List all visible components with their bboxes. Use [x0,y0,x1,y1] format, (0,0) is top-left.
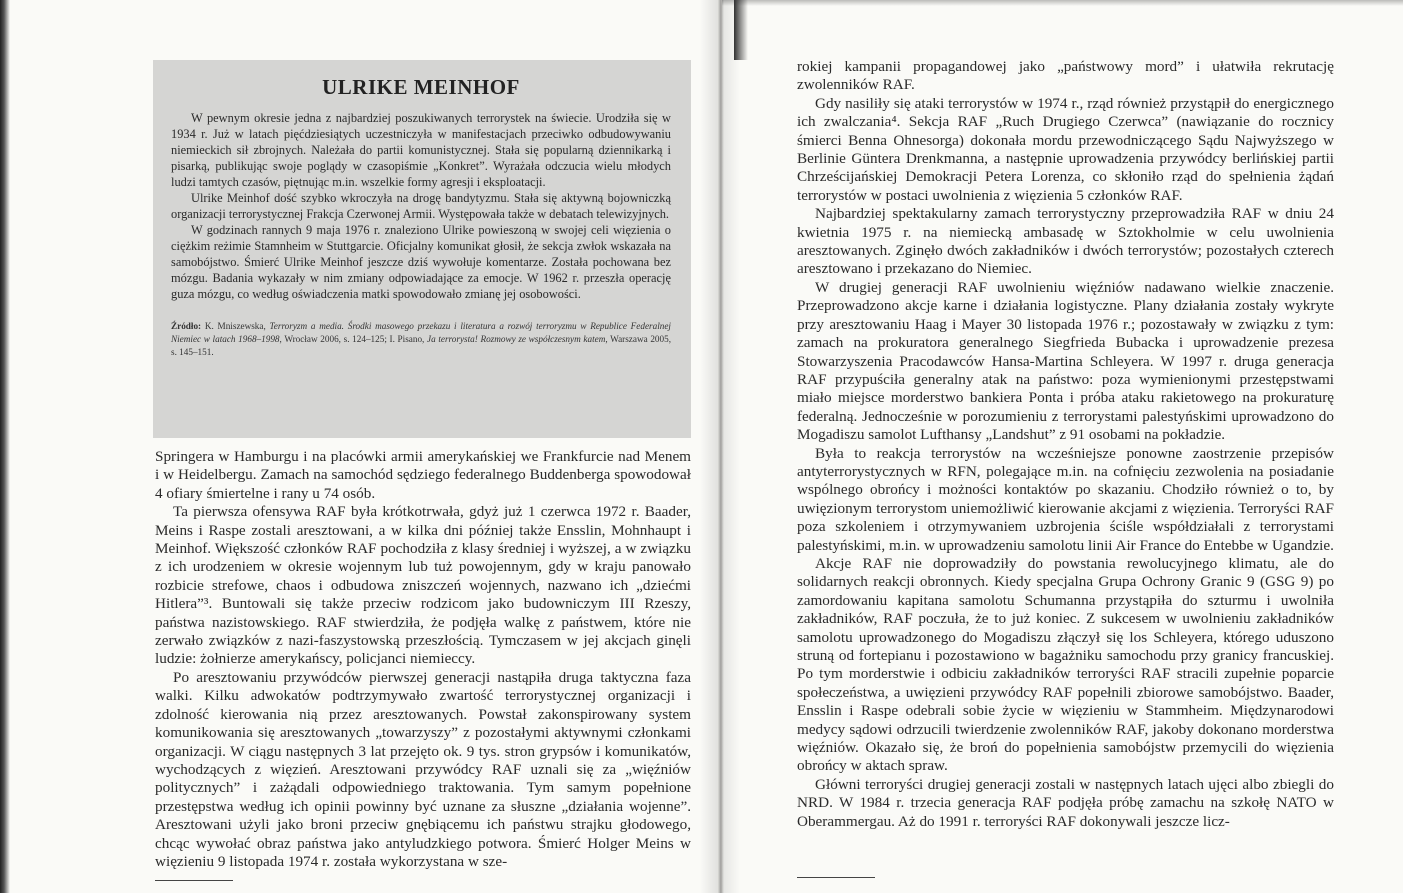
source-title-2: Ja terrorysta! Rozmowy ze współczesnym katem [427,334,606,344]
sidebar-paragraph: W pewnym okresie jedna z najbardziej poszukiwanych terrorystek na świecie. Urodziła się w 1934 r. Już w latach pięćdziesiątych uczestniczyła w manifestacjach przeciwko odbudowywaniu niemieckich sił zbrojnych. Należała do partii komunistycznej. Stała się popularną dziennikarką i pisarką, publikując swoje poglądy w czasopiśmie „Konkret”. Wyrażała odczucia wielu młodych ludzi tamtych czasów, piętnując m.in. wszelkie formy agresji i eksploatacji. [171,111,671,189]
footnote-separator-right [797,877,875,878]
body-paragraph: rokiej kampanii propagandowej jako „państwowy mord” i ułatwiła rekrutację zwolenników RAF. [797,58,1334,94]
sidebar-text [171,110,671,302]
right-page-body-text [797,58,1334,831]
sidebar-paragraph: W godzinach rannych 9 maja 1976 r. znaleziono Ulrike powieszoną w swojej celi więzienia o ciężkim reżimie Stamnheim w Stuttgarcie. Oficjalny komunikat głosił, że sekcja zwłok wskazała na samobójstwo. Śmierć Ulrike Meinhof jeszcze dziś wywołuje komentarze. Została pochowana bez mózgu. Badania wykazały w nim zmiany odpowiadające za emocje. W 1962 r. przeszła operację guza mózgu, co według oświadczenia matki spowodowało zmianę jej osobowości. [171,223,671,301]
body-paragraph: Główni terroryści drugiej generacji zostali w następnych latach ujęci albo zbiegli do NRD. W 1984 r. trzecia generacja RAF podjęła próbę zamachu na szkołę NATO w Oberammergau. Aż do 1991 r. terroryści RAF dokonywali jeszcze licz- [797,775,1334,830]
body-paragraph: Springera w Hamburgu i na placówki armii amerykańskiej we Frankfurcie nad Menem i w Heidelbergu. Zamach na samochód sędziego federalnego Buddenberga spowodował 4 ofiary śmiertelne i rany u 74 osób. [155,448,691,502]
body-paragraph: W drugiej generacji RAF uwolnieniu więźniów nadawano wielkie znaczenie. Przeprowadzono akcje karne i działania logistyczne. Plany działania zostały wykryte przy aresztowaniu Haag i Mayer 30 listopada 1976 r.; pozostawały w związku z tym: zamach na prokuratora generalnego Siegfrieda Bubacka i uprowadzenie prezesa Stowarzyszenia Pracodawców Hansa-Martina Schleyera. W 1997 r. druga generacja RAF przypuściła generalny atak na państwo: poza wymienionymi przestępstwami miało miejsce morderstwo bankiera Ponta i próba ataku rakietowego na prokuraturę federalną. Jednocześnie w porozumieniu z terrorystami palestyńskimi uprowadzono do Mogadiszu samolot Lufthansy „Landshut” z 91 osobami na pokładzie. [797,278,1334,444]
source-label: Źródło: [171,321,202,331]
left-page-body-text [155,448,691,871]
source-text-2: , Wrocław 2006, s. 124–125; I. Pisano, [279,334,428,344]
ulrike-meinhof-sidebar-box [153,60,691,438]
sidebar-title: ULRIKE MEINHOF [322,75,520,99]
left-page-edge-shadow [0,0,10,893]
sidebar-paragraph: Ulrike Meinhof dość szybko wkroczyła na drogę bandytyzmu. Stała się aktywną bojowniczką organizacji terrorystycznej Frakcja Czerwonej Armii. Występowała także w debatach telewizyjnych. [171,191,671,221]
body-paragraph: Po aresztowaniu przywódców pierwszej generacji nastąpiła druga taktyczna faza walki. Kilku adwokatów podtrzymywało zwartość terrorystycznej organizacji i zdolność kierowania nią przez aresztowanych. Powstał zakonspirowany system komunikowania się aresztowanych „towarzyszy” z pozostałymi aktywnymi członkami organizacji. W ciągu następnych 3 lat przejęto ok. 9 tys. stron grypsów i komunikatów, wychodzących z więzień. Aresztowani przywódcy RAF uznali się za „więźniów politycznych” i zażądali odpowiedniego traktowania. Tym samym popełnione przestępstwa według ich opinii powinny być uznane za słuszne „działania wojenne”. Aresztowani użyli jako broni przeciw gnębiącemu ich państwu strajku głodowego, chcąc wywołać obraz państwa jako antyludzkiego potwora. Śmierć Holger Meins w więzieniu 9 listopada 1974 r. została wykorzystana w sze- [155,668,691,870]
body-paragraph: Najbardziej spektakularny zamach terrorystyczny przeprowadziła RAF w dniu 24 kwietnia 1975 r. na niemiecką ambasadę w Sztokholmie w celu uwolnienia aresztowanych. Zginęło dwóch zakładników i dwóch terrorystów; pozostałych czterech aresztowano i przekazano do Niemiec. [797,205,1334,278]
right-page-top-shadow [722,0,1403,6]
body-paragraph: Akcje RAF nie doprowadziły do powstania rewolucyjnego klimatu, ale do solidarnych reakcji obronnych. Kiedy specjalna Grupa Ochrony Granic 9 (GSG 9) po zamordowaniu kapitana samolotu Schumanna przystąpiła do szturmu i uwolniła zakładników, RAF poczuła, że to już koniec. Z sukcesem w uwolnieniu zakładników samolotu uprowadzonego do Mogadiszu złączył się los Schleyera, którego uduszono struną od fortepianu i pozostawiono w bagażniku samochodu przy granicy francuskiej. Po tym morderstwie i odbiciu zakładników terroryści RAF stracili zupełnie poparcie społeczeństwa, a uwięzieni przywódcy RAF popełnili zbiorowe samobójstwo. Baader, Ensslin i Raspe odebrali sobie życie w więzieniu w Stammheim. Międzynarodowi medycy sądowi odrzucili twierdzenie zwolenników RAF, jakoby dokonano morderstwa więźniów. Okazało się, że broń do popełnienia samobójstw przemycili do więzienia obrońcy w aktach spraw. [797,554,1334,775]
body-paragraph: Gdy nasiliły się ataki terrorystów w 1974 r., rząd również przystąpił do energicznego ich zwalczania⁴. Sekcja RAF „Ruch Drugiego Czerwca” (nawiązanie do rocznicy śmierci Benna Ohnesorga) dokonała mordu przewodniczącego Sądu Najwyższego w Berlinie Güntera Drenkmanna, a następnie uprowadzenia przywódcy berlińskiej partii Chrześcijańskiej Demokracji Petera Lorenza, co skłoniło rząd do spełnienia żądań terrorystów w postaci uwolnienia z więzienia 5 członków RAF. [797,94,1334,204]
sidebar-source-note [171,320,671,359]
source-text-1: K. Mniszewska, [201,321,270,331]
footnote-separator-left [155,880,233,881]
body-paragraph: Była to reakcja terrorystów na wcześniejsze ponowne zaostrzenie przepisów antyterrorystycznych w RFN, polegające m.in. na cofnięciu zezwolenia na posiadanie wspólnego obrońcy i możności kontaktów po skazaniu. Chodziło również o to, by uwięzionym terrorystom uniemożliwić kierowanie akcjami z więzienia. Terroryści RAF poza szkoleniem i otrzymywaniem uzbrojenia ściśle współdziałali z terrorystami palestyńskimi, m.in. w uprowadzeniu samolotu linii Air France do Entebbe w Ugandzie. [797,444,1334,554]
source-text-3: , Warszawa 2005, s. 145–151. [171,334,671,357]
right-page-corner-shadow [734,0,748,60]
source-title-1: Terroryzm a media. Środki masowego przekazu i literatura a rozwój terroryzmu w Republice Federalnej Niemiec w latach 1968–1998 [171,321,671,344]
body-paragraph: Ta pierwsza ofensywa RAF była krótkotrwała, gdyż już 1 czerwca 1972 r. Baader, Meins i Raspe zostali aresztowani, a w kilka dni później także Ensslin, Mohnhaupt i Meinhof. Większość członków RAF pochodziła z klasy średniej i wyższej, a w związku z ich urodzeniem w okresie wojennym lub tuż powojennym, gdy w kraju panowało rozbicie strefowe, chaos i odbudowa zniszczeń wojennych, nazwano ich „dziećmi Hitlera”³. Buntowali się także przeciw rodzicom jako budowniczym III Rzeszy, państwa nazistowskiego. RAF stwierdziła, że podjęła walkę z państwem, które nie zerwało związków z nazi-faszystowską przeszłością. Tymczasem w jej akcjach ginęli ludzie: żołnierze amerykańscy, policjanci niemieccy. [155,503,691,668]
